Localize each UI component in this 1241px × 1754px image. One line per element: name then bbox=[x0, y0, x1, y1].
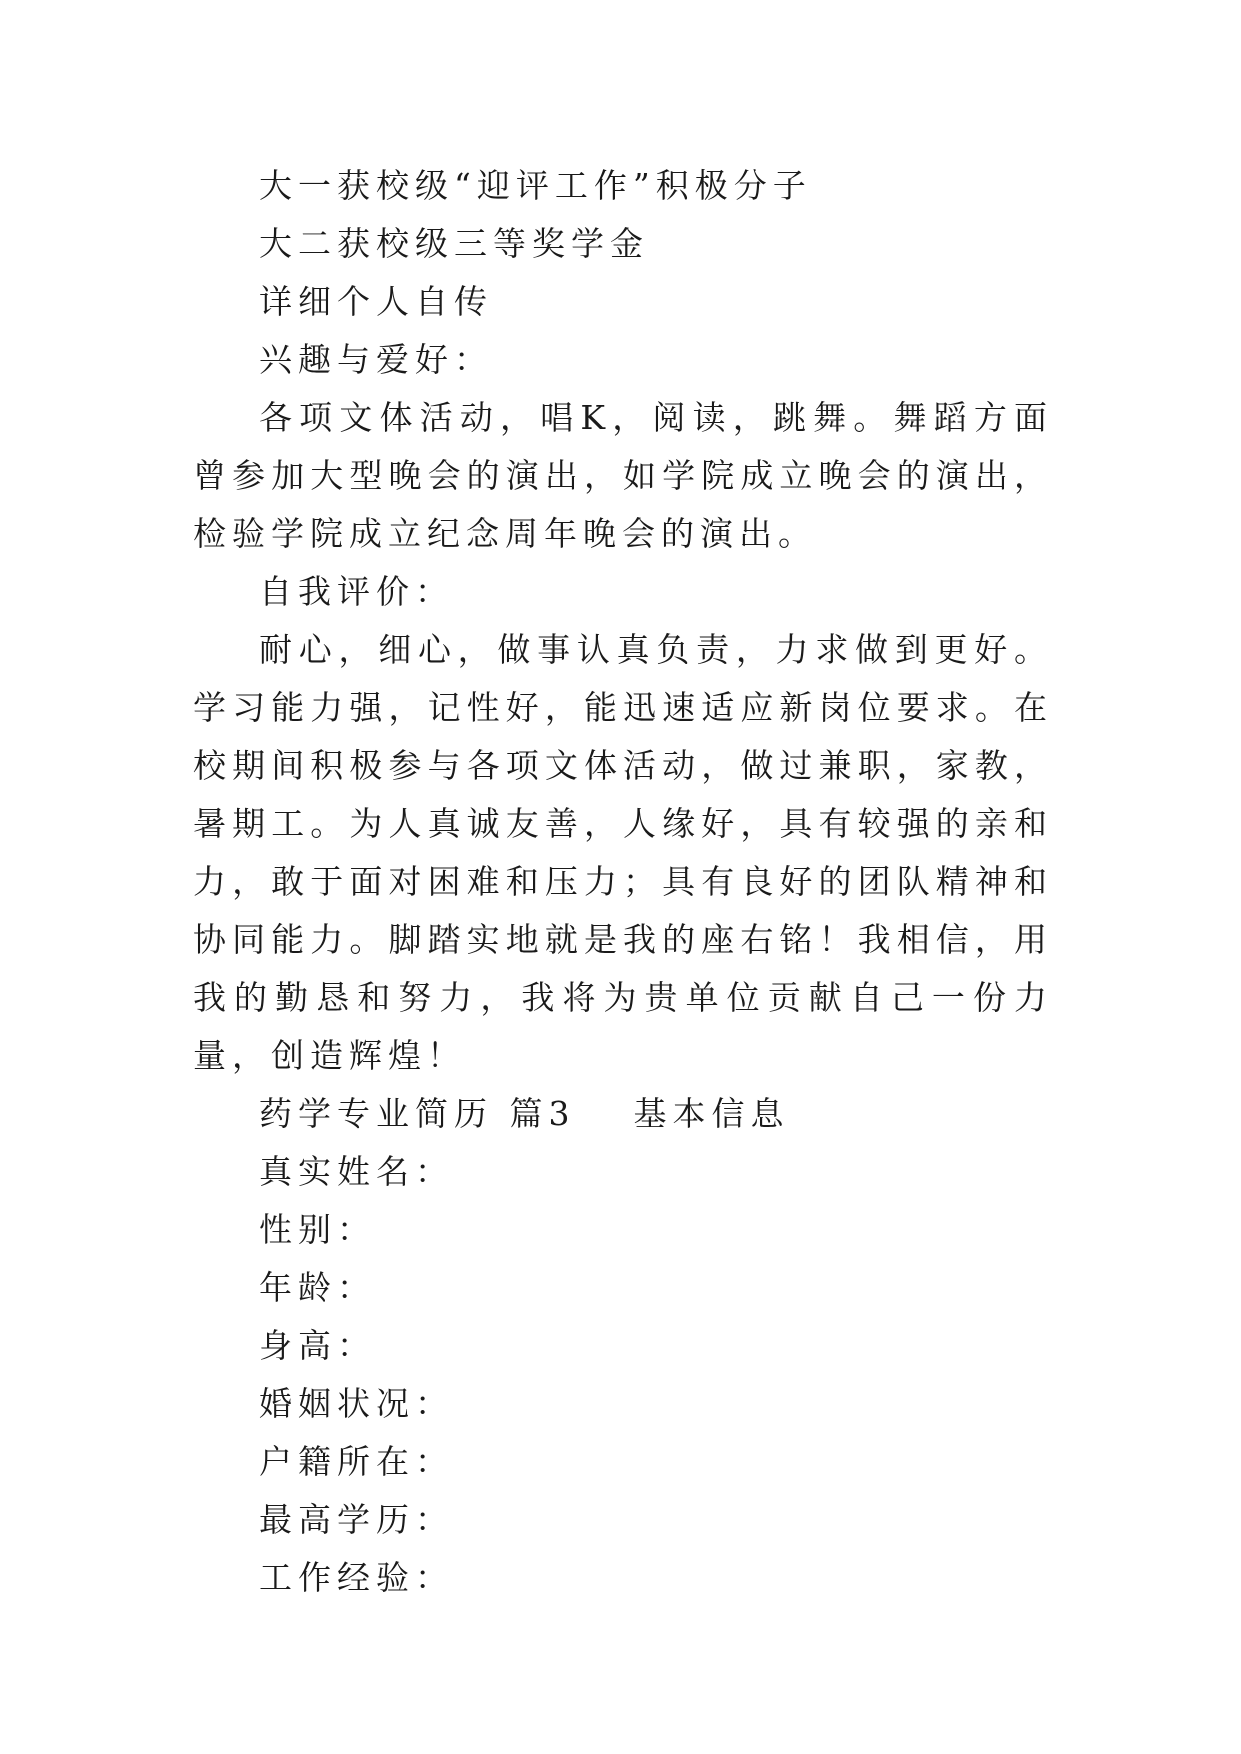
field-work-experience: 工作经验： bbox=[259, 1558, 454, 1597]
self-eval-paragraph: 耐心，细心，做事认真负责，力求做到更好。学习能力强，记性好，能迅速适应新岗位要求。在校期间积极参与各项文体活动，做过兼职，家教，暑期工。为人真诚友善，人缘好，具有较强的亲和力，敢于面对困难和压力；具有良好的团队精神和协同能力。脚踏实地就是我的座右铭！我相信，用我的勤恳和努力，我将为贵单位贡献自己一份力量，创造辉煌！ bbox=[193, 630, 1053, 1075]
hobbies-heading: 兴趣与爱好： bbox=[259, 340, 493, 379]
field-marital-status: 婚姻状况： bbox=[259, 1384, 454, 1423]
section-title: 药学专业简历 篇3 bbox=[259, 1094, 576, 1133]
field-height: 身高： bbox=[259, 1326, 376, 1365]
award-line-1: 大一获校级“迎评工作”积极分子 bbox=[259, 166, 812, 205]
field-name: 真实姓名： bbox=[259, 1152, 454, 1191]
field-gender: 性别： bbox=[259, 1210, 376, 1249]
bio-heading: 详细个人自传 bbox=[259, 282, 493, 321]
hobbies-paragraph: 各项文体活动，唱K，阅读，跳舞。舞蹈方面曾参加大型晚会的演出，如学院成立晚会的演出，检验学院成立纪念周年晚会的演出。 bbox=[193, 398, 1053, 553]
self-eval-heading: 自我评价： bbox=[259, 572, 454, 611]
field-hukou: 户籍所在： bbox=[259, 1442, 454, 1481]
section-subtitle: 基本信息 bbox=[633, 1094, 790, 1133]
award-line-2: 大二获校级三等奖学金 bbox=[259, 224, 649, 263]
field-education: 最高学历： bbox=[259, 1500, 454, 1539]
document-body bbox=[193, 157, 1053, 1607]
field-age: 年龄： bbox=[259, 1268, 376, 1307]
section-title-line bbox=[193, 1085, 1053, 1143]
